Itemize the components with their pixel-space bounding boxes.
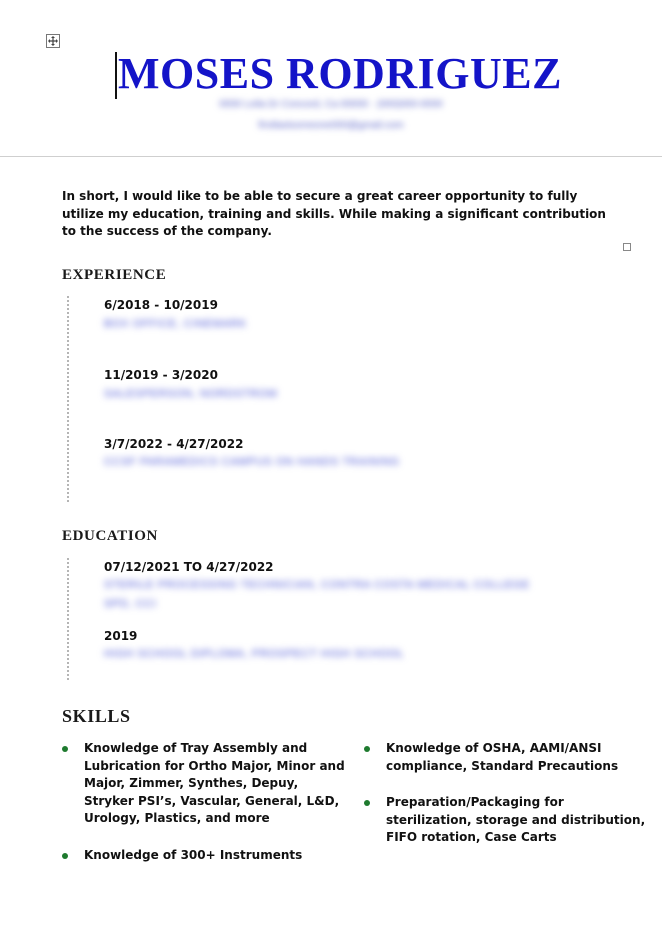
candidate-name[interactable]: MOSES RODRIGUEZ	[118, 49, 562, 98]
bullet-icon	[364, 746, 370, 752]
skill-text: Knowledge of OSHA, AAMI/ANSI compliance, Standard Precautions	[386, 741, 619, 773]
skill-text: Knowledge of Tray Assembly and Lubrication for Ortho Major, Minor and Major, Zimmer, Synthes, Depuy, Stryker PSI’s, Vascular, General, L&D, Urology, Plastics, and more	[84, 741, 345, 825]
experience-timeline	[67, 296, 69, 502]
experience-date[interactable]: 6/2018 - 10/2019	[104, 298, 218, 312]
bullet-icon	[62, 746, 68, 752]
objective-summary[interactable]: In short, I would like to be able to secure a great career opportunity to fully utilize my education, training and skills. While making a significant contribution to the success of the company.	[62, 189, 606, 238]
text-cursor	[115, 52, 117, 99]
education-detail-2[interactable]: SPD, CCI	[104, 598, 157, 610]
skill-text: Preparation/Packaging for sterilization, storage and distribution, FIFO rotation, Case Carts	[386, 795, 646, 844]
education-heading[interactable]: EDUCATION	[62, 528, 158, 544]
move-icon	[48, 36, 58, 46]
skills-heading[interactable]: SKILLS	[62, 706, 131, 726]
education-timeline	[67, 558, 69, 680]
table-move-handle[interactable]	[46, 34, 60, 48]
experience-detail[interactable]: CCSF PARAMEDICS CAMPUS ON HANDS TRAINING	[104, 456, 400, 468]
skill-text: Knowledge of 300+ Instruments	[84, 848, 303, 862]
education-date[interactable]: 2019	[104, 629, 138, 643]
education-date[interactable]: 07/12/2021 TO 4/27/2022	[104, 560, 274, 574]
skill-item[interactable]	[62, 847, 349, 865]
bullet-icon	[62, 853, 68, 859]
experience-detail[interactable]: BOX OFFICE, CINEMARK	[104, 318, 247, 330]
skill-item[interactable]	[62, 740, 349, 828]
experience-detail[interactable]: SALESPERSON, NORDSTROM	[104, 388, 278, 400]
education-detail[interactable]: HIGH SCHOOL DIPLOMA, PROSPECT HIGH SCHOOL	[104, 648, 405, 660]
skill-item[interactable]	[364, 740, 646, 775]
skill-item[interactable]	[364, 794, 646, 847]
contact-address-phone[interactable]: 0000 Leila Dr Concord, Ca 00000 · (000)000-0000	[219, 99, 443, 110]
education-detail[interactable]: STERILE PROCESSING TECHNICIAN, CONTRA COSTA MEDICAL COLLEGE	[104, 579, 530, 591]
header-divider	[0, 156, 662, 157]
experience-heading[interactable]: EXPERIENCE	[62, 267, 167, 283]
experience-date[interactable]: 3/7/2022 - 4/27/2022	[104, 437, 244, 451]
table-resize-handle[interactable]	[623, 243, 631, 251]
bullet-icon	[364, 800, 370, 806]
contact-email[interactable]: firstlastsomeone000@gmail.com	[258, 120, 404, 131]
experience-date[interactable]: 11/2019 - 3/2020	[104, 368, 218, 382]
